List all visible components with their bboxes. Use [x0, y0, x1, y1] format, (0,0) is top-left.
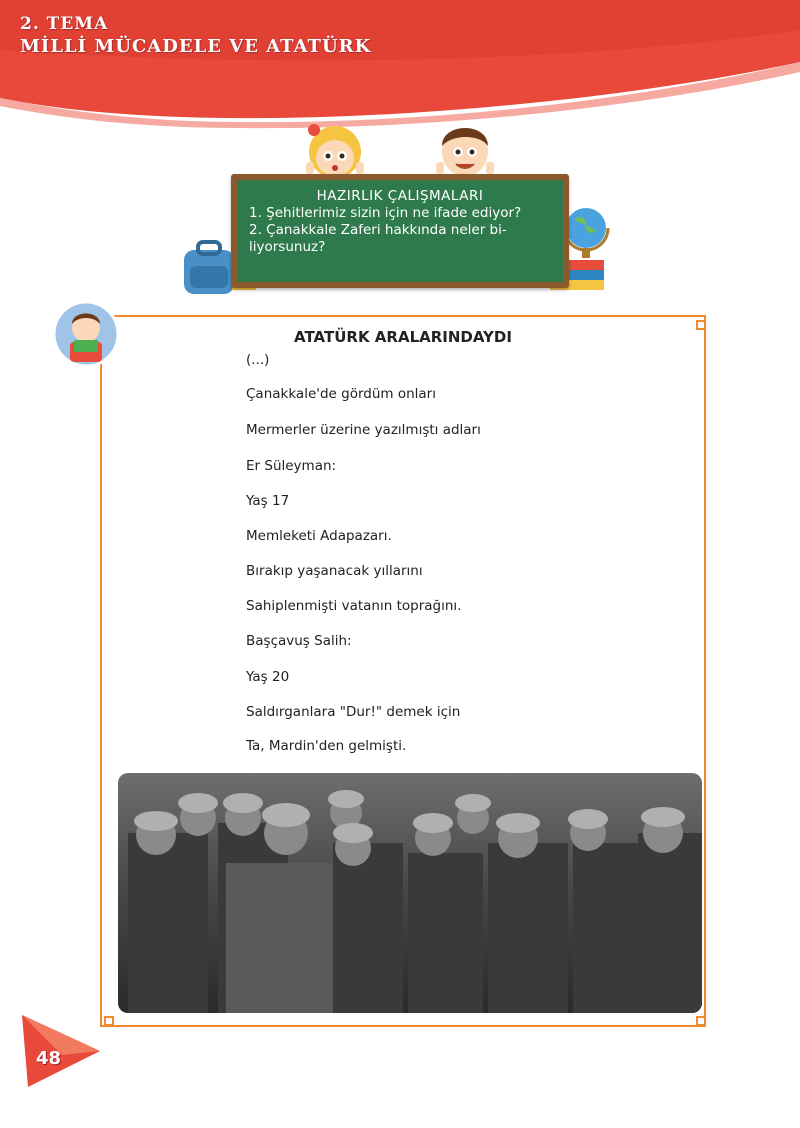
- page-number-triangle: [22, 1015, 102, 1087]
- poem-line: Bırakıp yaşanacak yıllarını: [246, 563, 423, 579]
- girl-character-illustration: [300, 118, 370, 180]
- preparation-title: HAZIRLIK ÇALIŞMALARI: [316, 188, 484, 204]
- poem-title: ATATÜRK ARALARINDAYDI: [294, 328, 512, 346]
- page-number: 48: [36, 1048, 62, 1069]
- poem-line: Memleketi Adapazarı.: [246, 528, 392, 544]
- chalkboard: [231, 174, 569, 288]
- poem-line: Sahiplenmişti vatanın toprağını.: [246, 598, 462, 614]
- theme-number: 2. TEMA: [20, 14, 109, 34]
- poem-line: Yaş 17: [246, 493, 290, 509]
- poem-line: Mermerler üzerine yazılmıştı adları: [246, 422, 481, 438]
- frame-corner-ornament: [104, 1016, 114, 1026]
- poem-line: (...): [246, 352, 270, 368]
- chalkboard-surface: [237, 180, 563, 282]
- boy-character-illustration: [432, 116, 498, 178]
- question-2-continued: liyorsunuz?: [249, 239, 326, 255]
- question-2: 2. Çanakkale Zaferi hakkında neler bi-: [249, 222, 507, 238]
- poem-line: Başçavuş Salih:: [246, 633, 352, 649]
- historical-soldiers-photo: [118, 773, 702, 1013]
- poem-line: Ta, Mardin'den gelmişti.: [246, 738, 407, 754]
- header-wave-shape: [0, 0, 800, 130]
- header-banner: [0, 0, 800, 130]
- poem-line: Saldırganlara "Dur!" demek için: [246, 704, 461, 720]
- theme-title: MİLLİ MÜCADELE VE ATATÜRK: [20, 36, 372, 57]
- poem-line: Yaş 20: [246, 669, 290, 685]
- poem-line: Er Süleyman:: [246, 458, 337, 474]
- question-1: 1. Şehitlerimiz sizin için ne ifade ediyor?: [249, 205, 522, 221]
- poem-line: Çanakkale'de gördüm onları: [246, 386, 436, 402]
- frame-corner-ornament: [696, 1016, 706, 1026]
